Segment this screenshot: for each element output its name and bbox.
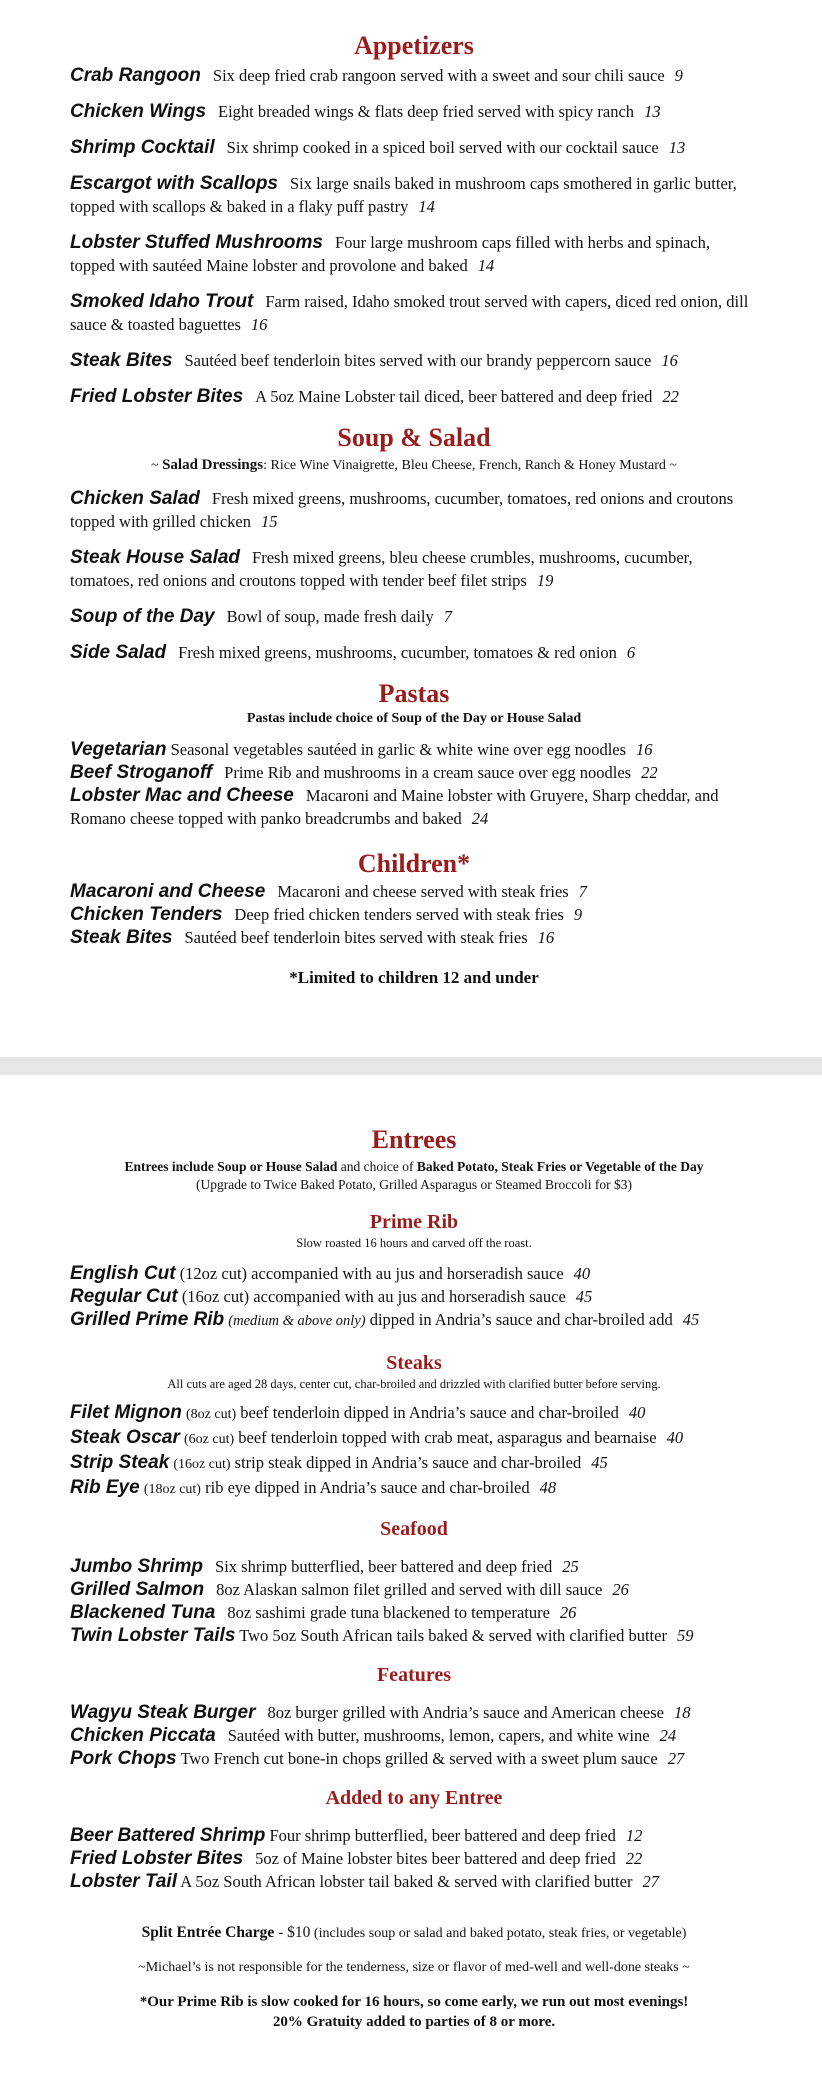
menu-item: Steak Bites Sautéed beef tenderloin bites served with steak fries 16 — [70, 927, 555, 948]
features-title: Features — [376, 1664, 452, 1686]
steak-disclaimer: ~Michael’s is not responsible for the tenderness, size or flavor of med-well and well-done steaks ~ — [138, 1960, 690, 1975]
menu-item: Beer Battered Shrimp Four shrimp butterflied, beer battered and deep fried 12 — [70, 1825, 643, 1846]
menu-item: Grilled Salmon 8oz Alaskan salmon filet grilled and served with dill sauce 26 — [70, 1579, 629, 1600]
seafood-title: Seafood — [380, 1518, 448, 1540]
menu-item: Escargot with Scallops Six large snails baked in mushroom caps smothered in garlic butter, topped with scallops & baked in a flaky puff pastry 14 — [70, 173, 737, 216]
gratuity-note: 20% Gratuity added to parties of 8 or more. — [272, 2014, 556, 2030]
menu-item: Soup of the Day Bowl of soup, made fresh daily 7 — [70, 606, 453, 627]
menu-item: Crab Rangoon Six deep fried crab rangoon served with a sweet and sour chili sauce 9 — [70, 65, 683, 86]
split-entree-charge: Split Entrée Charge - $10 (includes soup or salad and baked potato, steak fries, or vegetable) — [141, 1924, 687, 1941]
menu-item: Smoked Idaho Trout Farm raised, Idaho smoked trout served with capers, diced red onion, dill sauce & toasted baguettes 16 — [70, 291, 749, 334]
prime-rib-note: Slow roasted 16 hours and carved off the roast. — [296, 1236, 532, 1250]
menu-item: Grilled Prime Rib (medium & above only) dipped in Andria’s sauce and char-broiled add 45 — [70, 1309, 700, 1330]
children-title: Children* — [357, 849, 471, 878]
menu-item: Chicken Tenders Deep fried chicken tenders served with steak fries 9 — [70, 904, 583, 925]
menu-item: Chicken Wings Eight breaded wings & flats deep fried served with spicy ranch 13 — [70, 101, 661, 122]
salad-dressings-note: ~ Salad Dressings: Rice Wine Vinaigrette, Bleu Cheese, French, Ranch & Honey Mustard ~ — [151, 457, 677, 473]
menu-item: Filet Mignon (8oz cut) beef tenderloin dipped in Andria’s sauce and char-broiled 40 — [70, 1402, 646, 1423]
menu-item: English Cut (12oz cut) accompanied with au jus and horseradish sauce 40 — [70, 1263, 591, 1284]
menu-item: Lobster Stuffed Mushrooms Four large mushroom caps filled with herbs and spinach, topped with sautéed Maine lobster and provolone and baked 14 — [70, 232, 710, 275]
menu-item: Shrimp Cocktail Six shrimp cooked in a spiced boil served with our cocktail sauce 13 — [70, 137, 686, 158]
menu-item: Twin Lobster Tails Two 5oz South African tails baked & served with clarified butter 59 — [70, 1625, 694, 1646]
steaks-title: Steaks — [386, 1352, 442, 1374]
menu-item: Lobster Mac and Cheese Macaroni and Maine lobster with Gruyere, Sharp cheddar, and Romano cheese topped with panko breadcrumbs and baked 24 — [70, 785, 719, 828]
menu-item: Chicken Salad Fresh mixed greens, mushrooms, cucumber, tomatoes, red onions and croutons topped with grilled chicken 15 — [70, 488, 734, 531]
menu-item: Vegetarian Seasonal vegetables sautéed in garlic & white wine over egg noodles 16 — [70, 739, 653, 760]
menu-item: Rib Eye (18oz cut) rib eye dipped in Andria’s sauce and char-broiled 48 — [70, 1477, 557, 1498]
menu-item: Steak House Salad Fresh mixed greens, bleu cheese crumbles, mushrooms, cucumber, tomatoes, red onions and croutons topped with tender beef filet strips 19 — [70, 547, 693, 590]
menu-item: Strip Steak (16oz cut) strip steak dipped in Andria’s sauce and char-broiled 45 — [70, 1452, 608, 1473]
children-footnote: *Limited to children 12 and under — [289, 968, 539, 987]
menu-item: Fried Lobster Bites A 5oz Maine Lobster tail diced, beer battered and deep fried 22 — [70, 386, 679, 407]
menu-item: Steak Oscar (6oz cut) beef tenderloin topped with crab meat, asparagus and bearnaise 40 — [70, 1427, 684, 1448]
menu-item: Fried Lobster Bites 5oz of Maine lobster bites beer battered and deep fried 22 — [70, 1848, 643, 1869]
menu-page-2 — [0, 1075, 822, 2078]
prime-rib-title: Prime Rib — [369, 1211, 459, 1233]
steaks-note: All cuts are aged 28 days, center cut, char-broiled and drizzled with clarified butter before serving. — [167, 1377, 661, 1391]
menu-item: Beef Stroganoff Prime Rib and mushrooms in a cream sauce over egg noodles 22 — [70, 762, 658, 783]
menu-item: Chicken Piccata Sautéed with butter, mushrooms, lemon, capers, and white wine 24 — [70, 1725, 677, 1746]
entrees-title: Entrees — [371, 1125, 457, 1154]
menu-item: Side Salad Fresh mixed greens, mushrooms, cucumber, tomatoes & red onion 6 — [70, 642, 636, 663]
menu-item: Pork Chops Two French cut bone-in chops grilled & served with a sweet plum sauce 27 — [70, 1748, 685, 1769]
added-to-entree-title: Added to any Entree — [325, 1787, 503, 1809]
menu-item: Blackened Tuna 8oz sashimi grade tuna blackened to temperature 26 — [70, 1602, 577, 1623]
entrees-upgrade-note: (Upgrade to Twice Baked Potato, Grilled Asparagus or Steamed Broccoli for $3) — [196, 1177, 632, 1192]
pastas-title: Pastas — [378, 679, 450, 708]
menu-item: Regular Cut (16oz cut) accompanied with au jus and horseradish sauce 45 — [70, 1286, 593, 1307]
menu-item: Macaroni and Cheese Macaroni and cheese served with steak fries 7 — [70, 881, 587, 902]
pastas-note: Pastas include choice of Soup of the Day or House Salad — [246, 711, 582, 726]
menu-item: Steak Bites Sautéed beef tenderloin bites served with our brandy peppercorn sauce 16 — [70, 350, 678, 371]
appetizers-title: Appetizers — [354, 31, 474, 60]
soup-salad-title: Soup & Salad — [337, 423, 491, 452]
prime-rib-footnote: *Our Prime Rib is slow cooked for 16 hours, so come early, we run out most evenings! — [139, 1994, 689, 2010]
menu-item: Jumbo Shrimp Six shrimp butterflied, beer battered and deep fried 25 — [70, 1556, 579, 1577]
entrees-note: Entrees include Soup or House Salad and choice of Baked Potato, Steak Fries or Vegetable of the Day — [124, 1159, 704, 1174]
menu-item: Wagyu Steak Burger 8oz burger grilled with Andria’s sauce and American cheese 18 — [70, 1702, 691, 1723]
menu-item: Lobster Tail A 5oz South African lobster tail baked & served with clarified butter 27 — [70, 1871, 659, 1892]
